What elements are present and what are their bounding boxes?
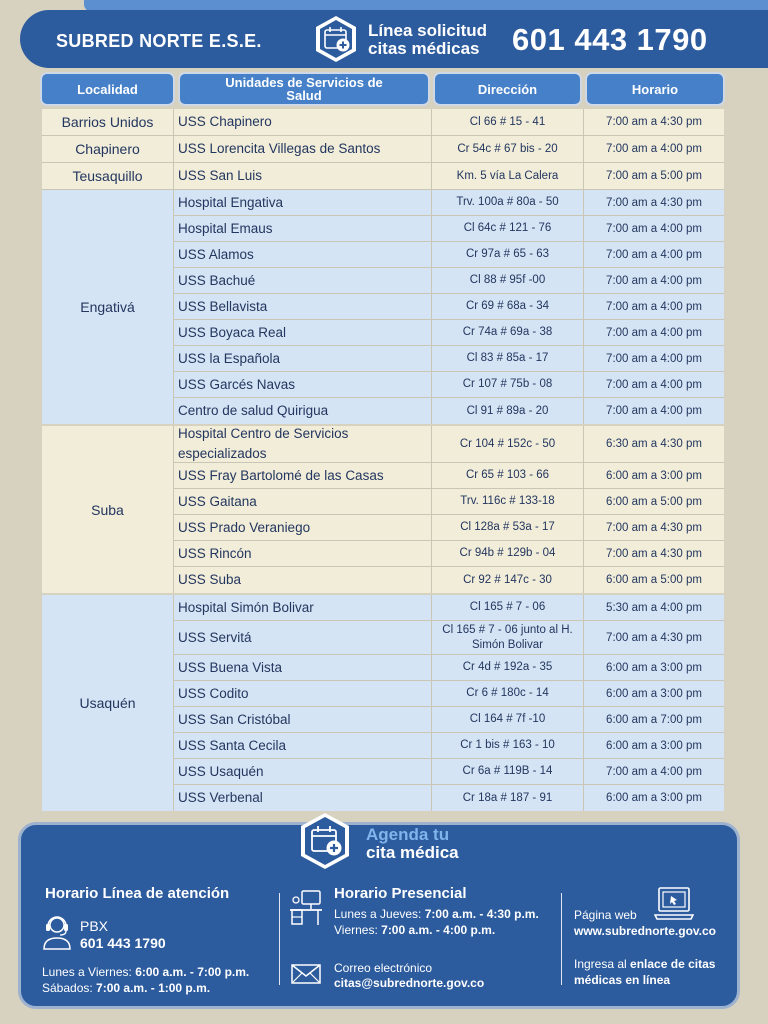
- horario-cell: 7:00 am a 5:00 pm: [606, 170, 702, 182]
- direccion-cell: Cr 1 bis # 163 - 10: [432, 733, 584, 758]
- horario-cell: 7:00 am a 4:30 pm: [606, 116, 702, 128]
- desk-computer-icon: [288, 888, 324, 928]
- localidad-cell: Barrios Unidos: [42, 109, 174, 135]
- horario-cell: 7:00 am a 4:00 pm: [606, 378, 702, 391]
- localidad-group: [42, 190, 724, 426]
- table-row: [174, 109, 724, 135]
- horario-cell: 7:00 am a 4:00 pm: [606, 274, 702, 287]
- localidad-group: [42, 136, 724, 163]
- unidad-cell: USS Gaitana: [174, 489, 432, 514]
- pres-1-label: Lunes a Jueves:: [334, 907, 425, 921]
- direccion-cell: Cl 64c # 121 - 76: [432, 216, 584, 241]
- direccion-cell: Cr 69 # 68a - 34: [432, 294, 584, 319]
- unidad-cell: Hospital Simón Bolivar: [174, 595, 432, 620]
- footer-divider: [279, 893, 280, 985]
- calendar-plus-icon: [311, 14, 361, 64]
- horario-cell: 7:00 am a 4:30 pm: [606, 631, 702, 644]
- agenda-line-1: Agenda tu: [366, 825, 450, 844]
- localidad-cell: Suba: [42, 426, 174, 593]
- table-row: [174, 681, 724, 707]
- unidad-cell: USS Bellavista: [174, 294, 432, 319]
- agenda-title: [366, 826, 459, 862]
- header-phone[interactable]: 601 443 1790: [512, 22, 708, 57]
- direccion-cell: Cr 54c # 67 bis - 20: [432, 136, 584, 162]
- direccion-cell: Km. 5 vía La Calera: [432, 163, 584, 189]
- table-row: [174, 242, 724, 268]
- horario-cell: 6:00 am a 5:00 pm: [606, 495, 702, 508]
- table-row: [174, 294, 724, 320]
- linea-atencion-title: Horario Línea de atención: [45, 885, 230, 902]
- column-header-unidades-text: Unidades de Servicios de Salud: [225, 75, 383, 103]
- unidad-cell: USS Usaquén: [174, 759, 432, 784]
- online-appointment-link[interactable]: [574, 956, 734, 988]
- horario-cell: 7:00 am a 4:00 pm: [606, 222, 702, 235]
- horario-cell: 6:00 am a 3:00 pm: [606, 687, 702, 700]
- org-name: SUBRED NORTE E.S.E.: [56, 31, 262, 51]
- direccion-cell: Cr 104 # 152c - 50: [432, 426, 584, 462]
- unidad-cell: USS Garcés Navas: [174, 372, 432, 397]
- horario-cell: 7:00 am a 4:00 pm: [606, 143, 702, 155]
- direccion-cell: Cr 6 # 180c - 14: [432, 681, 584, 706]
- unidad-cell: USS Codito: [174, 681, 432, 706]
- table-row: [174, 567, 724, 593]
- unidad-cell: Centro de salud Quirigua: [174, 398, 432, 424]
- unidad-cell: USS la Española: [174, 346, 432, 371]
- unidad-cell: USS Boyaca Real: [174, 320, 432, 345]
- presencial-title: Horario Presencial: [334, 885, 467, 902]
- direccion-cell: Cr 107 # 75b - 08: [432, 372, 584, 397]
- table-row: [174, 320, 724, 346]
- table-row: [174, 398, 724, 424]
- table-row: [174, 268, 724, 294]
- services-table: [42, 109, 724, 813]
- direccion-cell: Cr 4d # 192a - 35: [432, 655, 584, 680]
- horario-cell: 6:00 am a 5:00 pm: [606, 574, 702, 586]
- agenda-line-2: cita médica: [366, 843, 459, 862]
- weekdays-label: Lunes a Viernes:: [42, 965, 136, 979]
- header-line-label: [368, 22, 487, 58]
- localidad-group: [42, 163, 724, 190]
- unidad-cell: Hospital Centro de Servicios especializados: [174, 426, 432, 462]
- direccion-cell: Trv. 116c # 133-18: [432, 489, 584, 514]
- pres-1-hours: 7:00 a.m. - 4:30 p.m.: [424, 907, 539, 921]
- direccion-cell: Cl 88 # 95f -00: [432, 268, 584, 293]
- localidad-group: [42, 595, 724, 813]
- horario-cell: 7:00 am a 4:00 pm: [606, 352, 702, 365]
- unidad-cell: USS Bachué: [174, 268, 432, 293]
- saturday-label: Sábados:: [42, 981, 97, 995]
- table-row: [174, 759, 724, 785]
- table-row: [174, 426, 724, 463]
- table-row: [174, 489, 724, 515]
- direccion-cell: Cr 97a # 65 - 63: [432, 242, 584, 267]
- direccion-cell: Trv. 100a # 80a - 50: [432, 190, 584, 215]
- localidad-cell: Usaquén: [42, 595, 174, 811]
- direccion-cell: Cl 165 # 7 - 06 junto al H. Simón Bolivar: [432, 621, 584, 654]
- web-link[interactable]: www.subrednorte.gov.co: [574, 924, 717, 938]
- horario-cell: 5:30 am a 4:00 pm: [606, 601, 702, 614]
- table-row: [174, 707, 724, 733]
- horario-cell: 6:00 am a 3:00 pm: [606, 792, 702, 804]
- direccion-cell: Cr 18a # 187 - 91: [432, 785, 584, 811]
- direccion-cell: Cl 164 # 7f -10: [432, 707, 584, 732]
- table-row: [174, 621, 724, 655]
- horario-cell: 7:00 am a 4:00 pm: [606, 300, 702, 313]
- unidad-cell: USS Fray Bartolomé de las Casas: [174, 463, 432, 488]
- localidad-cell: Teusaquillo: [42, 163, 174, 189]
- horario-cell: 7:00 am a 4:00 pm: [606, 765, 702, 778]
- line-label-2: citas médicas: [368, 39, 480, 58]
- email-link[interactable]: citas@subrednorte.gov.co: [334, 976, 485, 990]
- column-header-unidades: [178, 72, 430, 106]
- column-header-localidad: Localidad: [40, 72, 175, 106]
- pbx-label: PBX: [80, 918, 109, 934]
- localidad-group: [42, 109, 724, 136]
- unidad-cell: USS San Luis: [174, 163, 432, 189]
- table-row: [174, 595, 724, 621]
- horario-cell: 6:30 am a 4:30 pm: [606, 438, 702, 450]
- unidad-cell: USS Suba: [174, 567, 432, 593]
- horario-cell: 7:00 am a 4:00 pm: [606, 405, 702, 417]
- unidad-cell: USS Chapinero: [174, 109, 432, 135]
- unidad-cell: USS Servitá: [174, 621, 432, 654]
- unidad-cell: USS Rincón: [174, 541, 432, 566]
- horario-cell: 7:00 am a 4:30 pm: [606, 521, 702, 534]
- localidad-cell: Chapinero: [42, 136, 174, 162]
- line-label-1: Línea solicitud: [368, 21, 488, 40]
- table-row: [174, 733, 724, 759]
- horario-cell: 6:00 am a 7:00 pm: [606, 713, 702, 726]
- horario-cell: 7:00 am a 4:00 pm: [606, 248, 702, 261]
- unidad-cell: USS Lorencita Villegas de Santos: [174, 136, 432, 162]
- unidad-cell: Hospital Engativa: [174, 190, 432, 215]
- link-prefix: Ingresa al: [574, 957, 631, 971]
- unidad-cell: USS Alamos: [174, 242, 432, 267]
- table-row: [174, 655, 724, 681]
- laptop-web-icon: [654, 886, 694, 922]
- direccion-cell: Cl 165 # 7 - 06: [432, 595, 584, 620]
- table-row: [174, 515, 724, 541]
- calendar-plus-icon: [297, 811, 353, 871]
- headset-agent-icon: [41, 912, 73, 950]
- unidad-cell: USS Verbenal: [174, 785, 432, 811]
- web-label: Página web: [574, 908, 637, 922]
- pres-2-hours: 7:00 a.m. - 4:00 p.m.: [381, 923, 496, 937]
- direccion-cell: Cr 74a # 69a - 38: [432, 320, 584, 345]
- direccion-cell: Cl 66 # 15 - 41: [432, 109, 584, 135]
- unidad-cell: USS Prado Veraniego: [174, 515, 432, 540]
- direccion-cell: Cr 6a # 119B - 14: [432, 759, 584, 784]
- unidad-cell: USS Buena Vista: [174, 655, 432, 680]
- weekdays-hours: 6:00 a.m. - 7:00 p.m.: [135, 965, 250, 979]
- column-header-direccion: Dirección: [433, 72, 582, 106]
- horario-cell: 7:00 am a 4:00 pm: [606, 326, 702, 339]
- horario-cell: 7:00 am a 4:30 pm: [606, 196, 702, 209]
- table-row: [174, 785, 724, 811]
- table-row: [174, 216, 724, 242]
- table-row: [174, 541, 724, 567]
- pres-2-label: Viernes:: [334, 923, 382, 937]
- footer-divider: [561, 893, 562, 985]
- table-row: [174, 346, 724, 372]
- horario-cell: 6:00 am a 3:00 pm: [606, 469, 702, 482]
- link-bold-text: enlace de citas médicas en línea: [574, 957, 716, 987]
- direccion-cell: Cr 65 # 103 - 66: [432, 463, 584, 488]
- saturday-hours: 7:00 a.m. - 1:00 p.m.: [96, 981, 211, 995]
- direccion-cell: Cr 94b # 129b - 04: [432, 541, 584, 566]
- email-label: Correo electrónico: [334, 961, 433, 975]
- table-row: [174, 190, 724, 216]
- direccion-cell: Cr 92 # 147c - 30: [432, 567, 584, 593]
- column-header-horario: Horario: [585, 72, 725, 106]
- table-row: [174, 463, 724, 489]
- direccion-cell: Cl 128a # 53a - 17: [432, 515, 584, 540]
- horario-cell: 6:00 am a 3:00 pm: [606, 661, 702, 674]
- unidad-cell: USS San Cristóbal: [174, 707, 432, 732]
- localidad-group: [42, 426, 724, 595]
- table-row: [174, 136, 724, 162]
- envelope-icon: [291, 964, 321, 984]
- linea-hours: [42, 964, 249, 996]
- unidad-cell: Hospital Emaus: [174, 216, 432, 241]
- table-row: [174, 163, 724, 189]
- direccion-cell: Cl 83 # 85a - 17: [432, 346, 584, 371]
- pbx-number[interactable]: 601 443 1790: [80, 935, 166, 951]
- table-row: [174, 372, 724, 398]
- unidad-cell: USS Santa Cecila: [174, 733, 432, 758]
- horario-cell: 7:00 am a 4:30 pm: [606, 547, 702, 560]
- horario-cell: 6:00 am a 3:00 pm: [606, 739, 702, 752]
- presencial-hours: [334, 906, 539, 938]
- localidad-cell: Engativá: [42, 190, 174, 424]
- direccion-cell: Cl 91 # 89a - 20: [432, 398, 584, 424]
